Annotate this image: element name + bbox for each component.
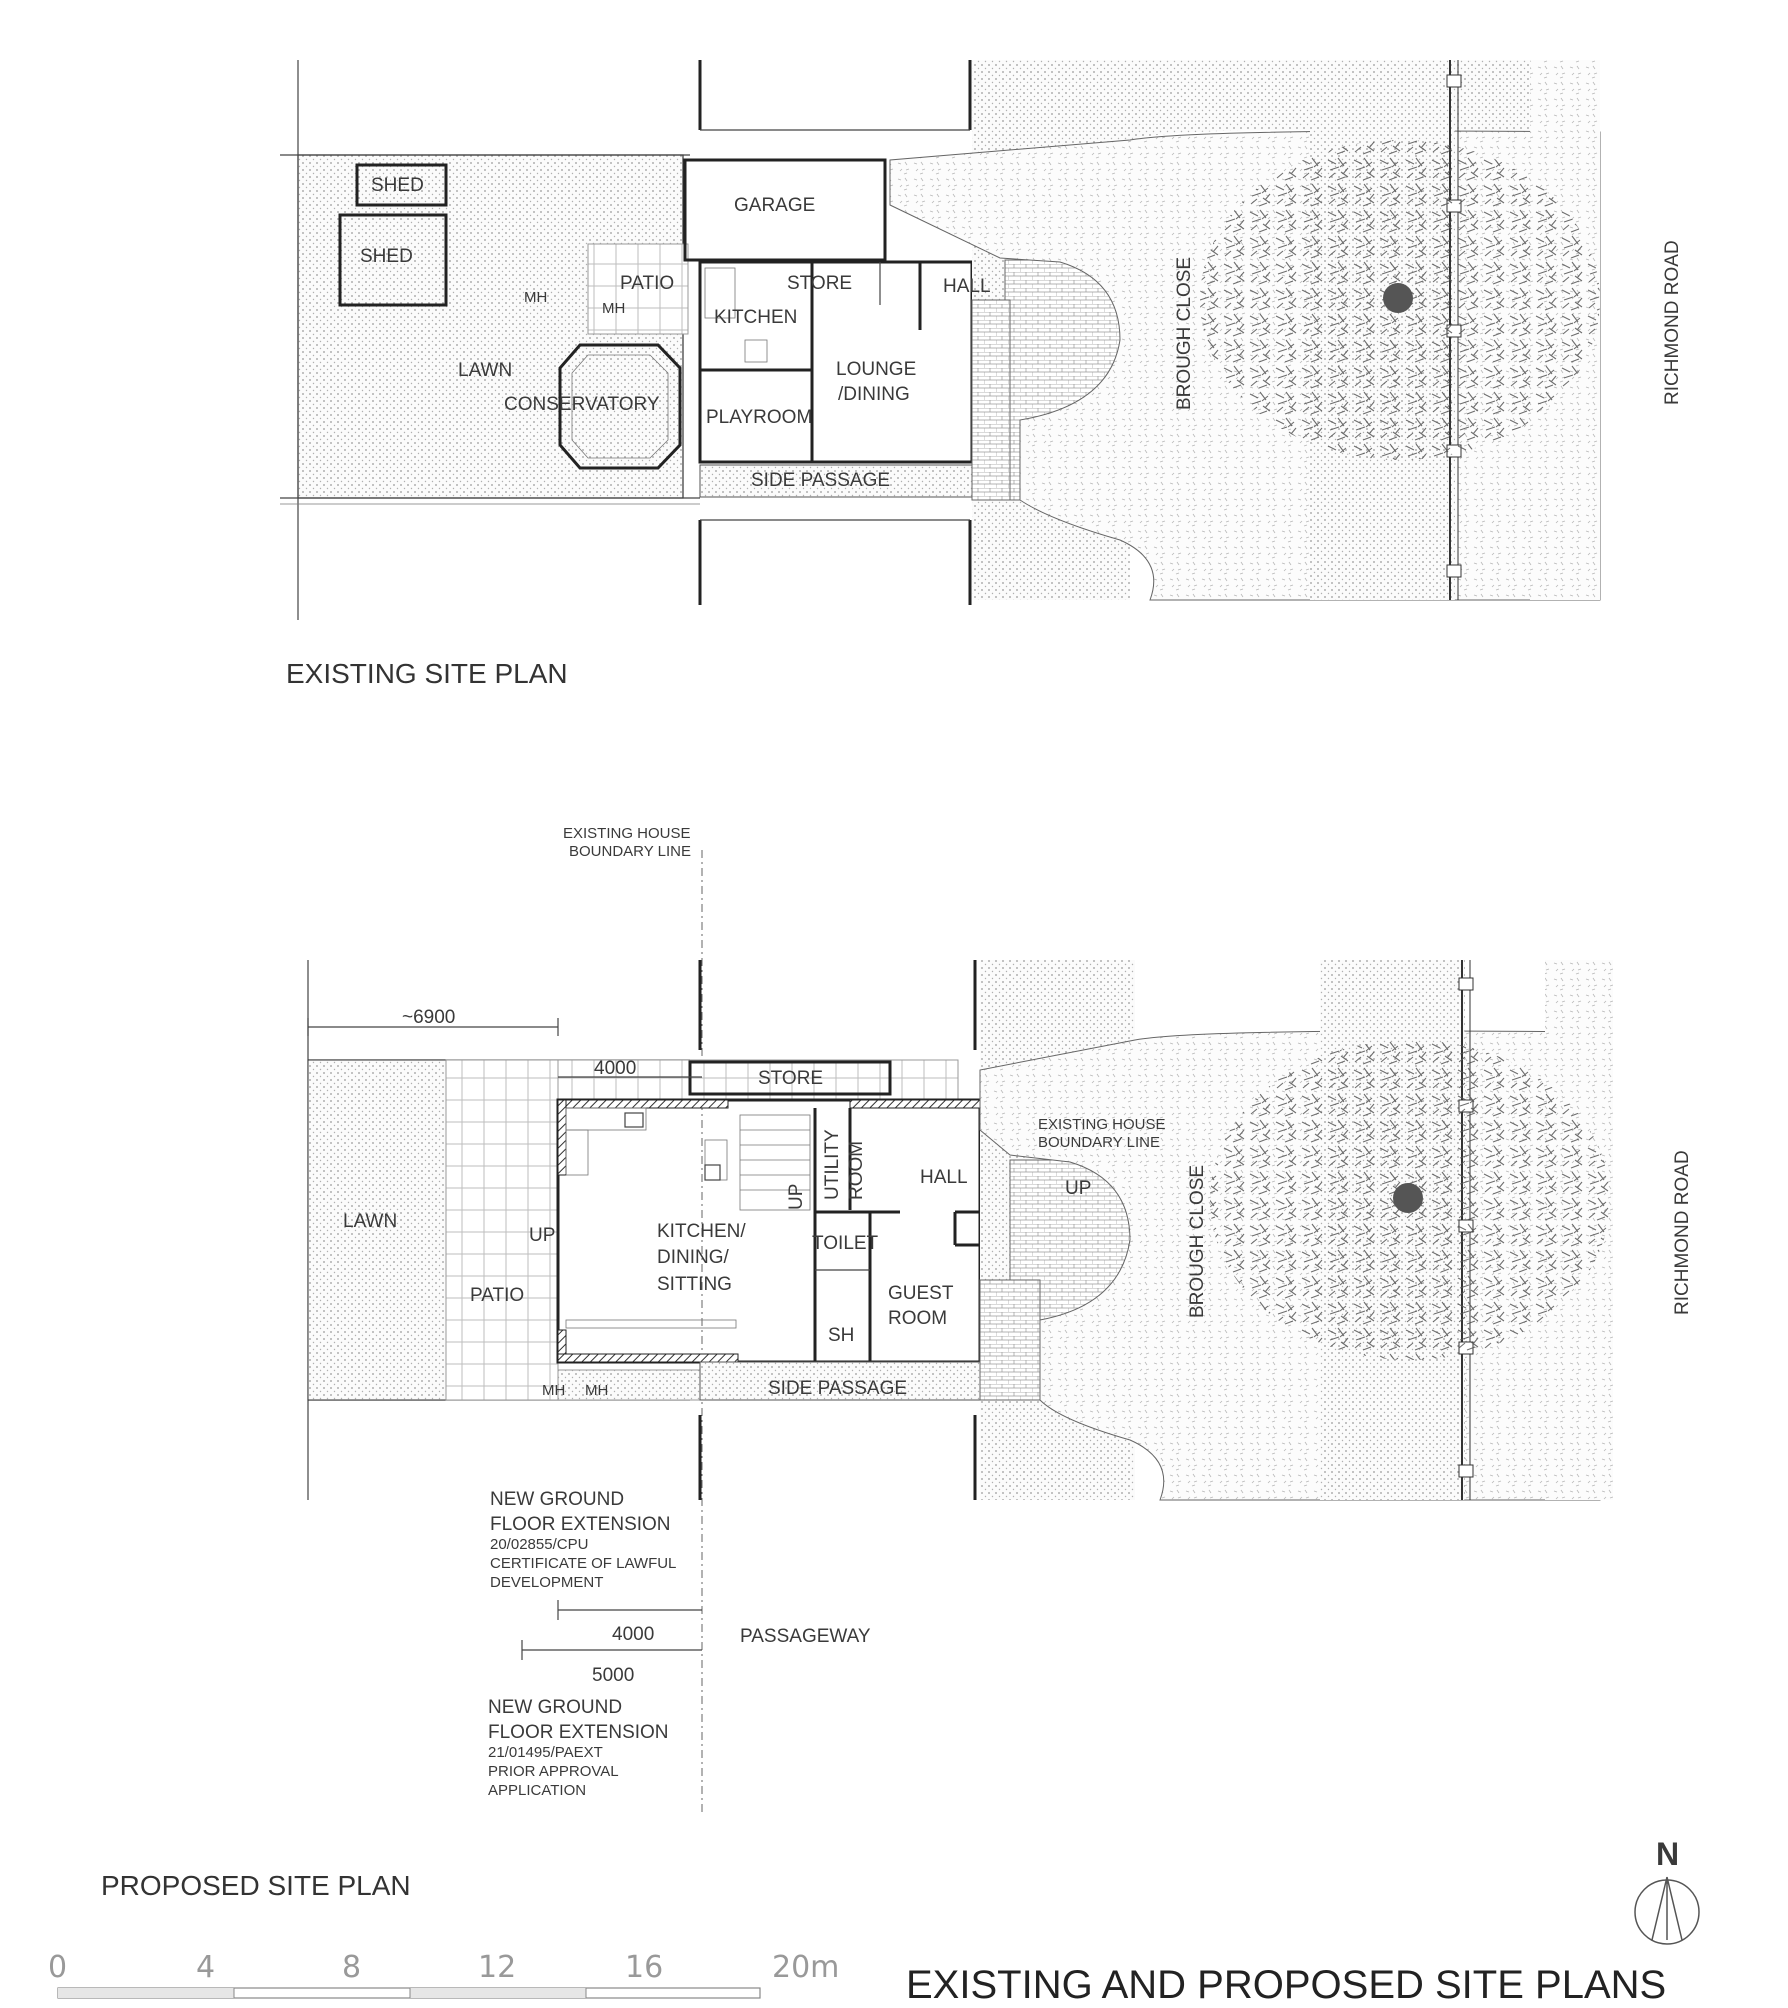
existing-lawn-label: LAWN: [458, 360, 513, 381]
proposed-brough-close-label: BROUGH CLOSE: [1187, 1164, 1208, 1318]
boundary-right-line2: BOUNDARY LINE: [1038, 1134, 1160, 1151]
dim-6900-label: ~6900: [402, 1007, 456, 1028]
proposed-side-passage-label: SIDE PASSAGE: [768, 1378, 908, 1399]
dim-4000-bottom-label: 4000: [612, 1624, 655, 1645]
boundary-top-line2: BOUNDARY LINE: [569, 843, 691, 860]
proposed-kitchen-line1: KITCHEN/: [657, 1221, 746, 1242]
scale-label-20m: 20m: [772, 1950, 840, 1985]
proposed-lawn-label: LAWN: [343, 1211, 398, 1232]
existing-hall-label: HALL: [943, 276, 991, 297]
ext1-desc2: DEVELOPMENT: [490, 1574, 604, 1591]
proposed-up-patio-label: UP: [529, 1225, 556, 1246]
proposed-up-stair-label: UP: [786, 1183, 807, 1210]
proposed-guest-line1: GUEST: [888, 1283, 954, 1304]
existing-mh1-label: MH: [524, 289, 548, 306]
ext2-line1: NEW GROUND: [488, 1697, 623, 1718]
ext1-desc1: CERTIFICATE OF LAWFUL: [490, 1555, 677, 1572]
scale-label-8: 8: [342, 1950, 362, 1985]
boundary-top-line1: EXISTING HOUSE: [563, 825, 691, 842]
proposed-patio-label: PATIO: [470, 1285, 525, 1306]
existing-lounge-label: LOUNGE: [836, 359, 917, 380]
existing-shed-small-label: SHED: [371, 175, 424, 196]
proposed-up-hall-label: UP: [1065, 1178, 1092, 1199]
proposed-hall-label: HALL: [920, 1167, 968, 1188]
proposed-richmond-road-label: RICHMOND ROAD: [1672, 1150, 1693, 1315]
existing-kitchen-label: KITCHEN: [714, 307, 798, 328]
proposed-store-label: STORE: [758, 1068, 824, 1089]
proposed-kitchen-line2: DINING/: [657, 1247, 729, 1268]
ext2-desc2: APPLICATION: [488, 1782, 587, 1799]
proposed-sh-label: SH: [828, 1325, 855, 1346]
existing-mh2-label: MH: [602, 300, 626, 317]
existing-store-label: STORE: [787, 273, 853, 294]
existing-site-plan: [280, 60, 1683, 689]
existing-shed-large-label: SHED: [360, 246, 413, 267]
north-label: N: [1656, 1836, 1680, 1872]
existing-conservatory-label: CONSERVATORY: [504, 394, 660, 415]
existing-richmond-road-label: RICHMOND ROAD: [1662, 240, 1683, 405]
existing-playroom-label: PLAYROOM: [706, 407, 813, 428]
proposed-toilet-label: TOILET: [812, 1233, 879, 1254]
ext1-line1: NEW GROUND: [490, 1489, 625, 1510]
proposed-site-plan: [101, 825, 1693, 1901]
existing-brough-close-label: BROUGH CLOSE: [1174, 256, 1195, 410]
ext2-ref: 21/01495/PAEXT: [488, 1744, 603, 1761]
passageway-label: PASSAGEWAY: [740, 1626, 871, 1647]
scale-label-0: 0: [48, 1950, 68, 1985]
drawing-title: EXISTING AND PROPOSED SITE PLANS: [906, 1963, 1667, 2007]
proposed-mh2-label: MH: [585, 1382, 609, 1399]
existing-patio-label: PATIO: [620, 273, 675, 294]
scale-bar: [48, 1950, 839, 1998]
scale-label-16: 16: [625, 1950, 664, 1985]
ext1-line2: FLOOR EXTENSION: [490, 1514, 671, 1535]
north-arrow-icon: [1635, 1836, 1699, 1944]
existing-site-plan-title: EXISTING SITE PLAN: [286, 658, 568, 689]
existing-side-passage-label: SIDE PASSAGE: [751, 470, 891, 491]
proposed-mh1-label: MH: [542, 1382, 566, 1399]
ext2-desc1: PRIOR APPROVAL: [488, 1763, 619, 1780]
scale-label-4: 4: [196, 1950, 216, 1985]
existing-dining-label: /DINING: [838, 384, 910, 405]
ext2-line2: FLOOR EXTENSION: [488, 1722, 669, 1743]
proposed-site-plan-title: PROPOSED SITE PLAN: [101, 1870, 411, 1901]
proposed-utility-label: UTILITY: [822, 1129, 843, 1200]
proposed-room-label: ROOM: [846, 1140, 867, 1200]
dim-4000-top-label: 4000: [594, 1058, 637, 1079]
ext1-ref: 20/02855/CPU: [490, 1536, 589, 1553]
proposed-kitchen-line3: SITTING: [657, 1274, 732, 1295]
proposed-guest-line2: ROOM: [888, 1308, 948, 1329]
boundary-right-line1: EXISTING HOUSE: [1038, 1116, 1166, 1133]
existing-garage-label: GARAGE: [734, 195, 816, 216]
dim-5000-label: 5000: [592, 1665, 635, 1686]
scale-label-12: 12: [478, 1950, 517, 1985]
